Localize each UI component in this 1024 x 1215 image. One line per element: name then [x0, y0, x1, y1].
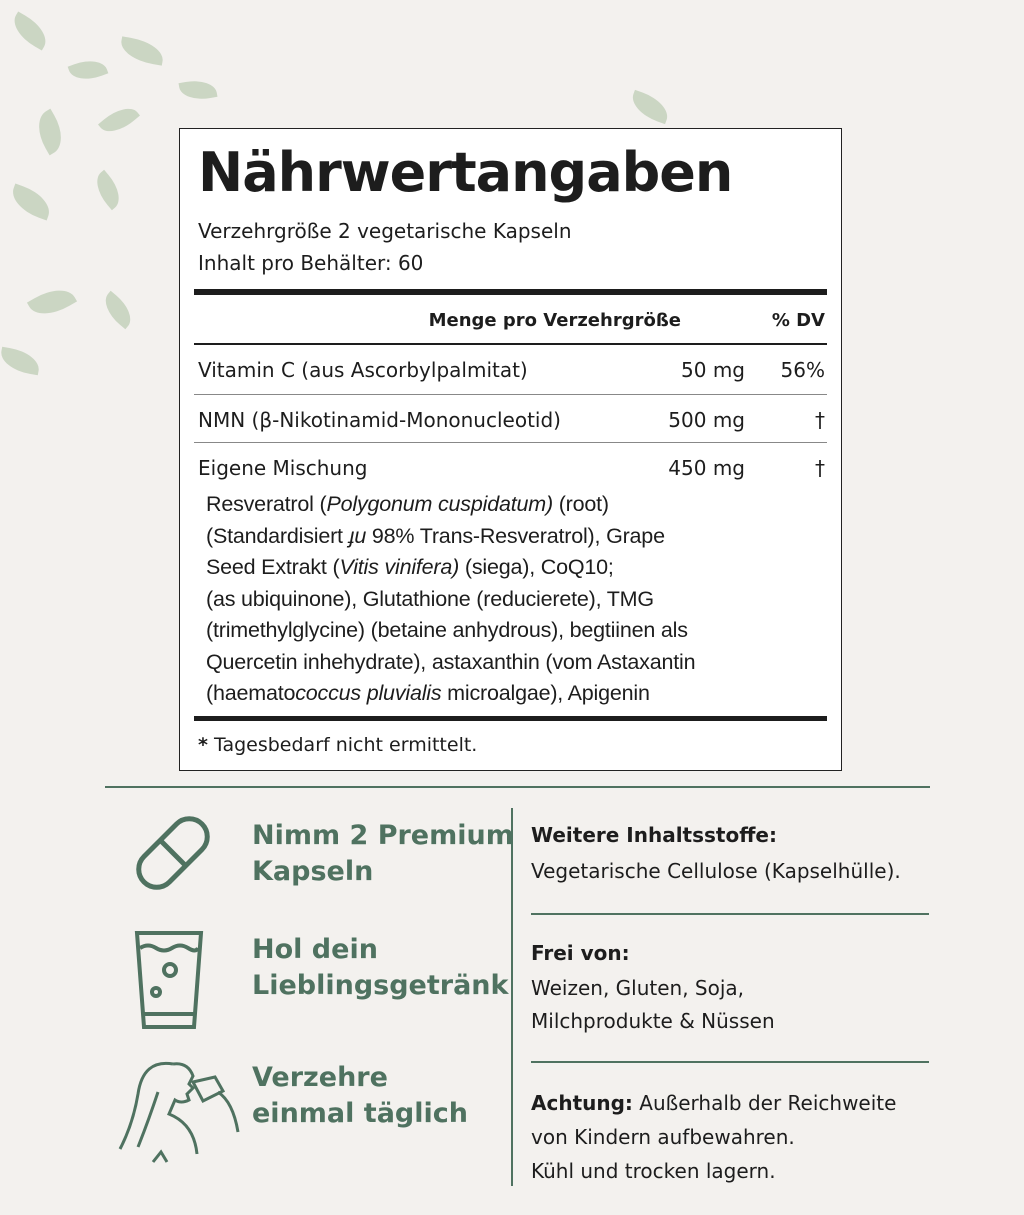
- nutrition-label: [179, 128, 842, 771]
- row-amount: 450 mg: [668, 456, 745, 480]
- row-dv: 56%: [780, 358, 825, 382]
- free-from-title: Frei von:: [531, 941, 630, 965]
- thick-rule: [194, 716, 827, 721]
- rule: [194, 394, 827, 395]
- blend-line: (haematococcus pluvialis microalgae), Apigenin: [206, 681, 650, 705]
- serving-size: Verzehrgröße 2 vegetarische Kapseln: [198, 219, 572, 243]
- row-name: Vitamin C (aus Ascorbylpalmitat): [198, 358, 528, 382]
- blend-line: (trimethylglycine) (betaine anhydrous), begtiinen als: [206, 618, 688, 642]
- warning-line: Achtung: Außerhalb der Reichweite: [531, 1091, 897, 1115]
- blend-line: (as ubiquinone), Glutathione (reducierete), TMG: [206, 586, 654, 611]
- warning-line: Kühl und trocken lagern.: [531, 1159, 776, 1183]
- row-dv: †: [815, 456, 825, 480]
- row-name: NMN (β-Nikotinamid-Mononucleotid): [198, 408, 561, 432]
- blend-line: (Standardisiert ɟu 98% Trans-Resveratrol), Grape: [206, 523, 665, 548]
- thick-rule: [194, 289, 827, 295]
- section-divider: [105, 786, 930, 788]
- rule: [194, 343, 827, 345]
- divider: [531, 1061, 929, 1063]
- footnote: * Tagesbedarf nicht ermittelt.: [198, 734, 478, 756]
- step-capsules: Nimm 2 Premium Kapseln: [252, 820, 514, 887]
- divider: [531, 913, 929, 915]
- blend-line: Resveratrol (Polygonum cuspidatum) (root): [206, 492, 609, 516]
- free-from-line: Weizen, Gluten, Soja,: [531, 976, 745, 1000]
- warning-line: von Kindern aufbewahren.: [531, 1125, 795, 1149]
- col-dv-header: % DV: [771, 310, 825, 331]
- step-drink: Hol dein Lieblingsgetränk: [252, 934, 509, 1001]
- woman-drinking-icon: [118, 1052, 248, 1164]
- other-ingredients-text: Vegetarische Cellulose (Kapselhülle).: [531, 859, 901, 883]
- capsule-icon: [128, 808, 218, 898]
- row-amount: 50 mg: [681, 358, 745, 382]
- col-amount-header: Menge pro Verzehrgröße: [428, 310, 681, 331]
- step-daily: Verzehre einmal täglich: [252, 1062, 468, 1129]
- blend-line: Seed Extrakt (Vitis vinifera) (siega), CoQ10;: [206, 555, 614, 579]
- servings-per-container: Inhalt pro Behälter: 60: [198, 251, 424, 275]
- other-ingredients-title: Weitere Inhaltsstoffe:: [531, 823, 777, 847]
- blend-line: Quercetin inhehydrate), astaxanthin (vom Astaxantin: [206, 649, 696, 674]
- glass-icon: [134, 930, 204, 1030]
- rule: [194, 442, 827, 443]
- row-dv: †: [815, 408, 825, 432]
- free-from-line: Milchprodukte & Nüssen: [531, 1009, 775, 1033]
- row-name: Eigene Mischung: [198, 456, 368, 480]
- row-amount: 500 mg: [668, 408, 745, 432]
- blend-ingredients: [206, 489, 726, 710]
- label-title: Nährwertangaben: [198, 141, 733, 204]
